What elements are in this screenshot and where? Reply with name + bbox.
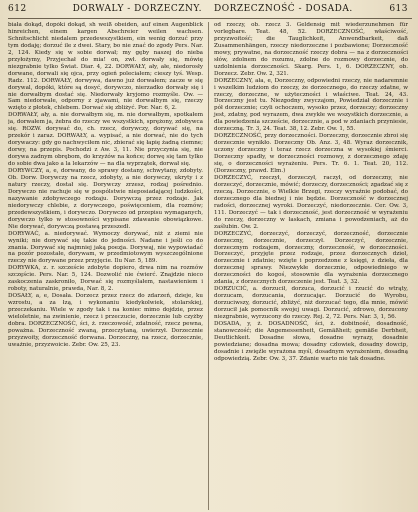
page-number-right: 613 [389, 4, 408, 14]
dictionary-entry: DORYWKA, z. r. szczeście zdobyte dopiero, drwa nim na rozmów szczęście. Pers. Nar. 5, 124. Dozwolić nie ćwierć. Znajdzie nieco zaskoczenia zaskroniło, Dorwać się rozmyślałem, nastawieniem i roboty, naturalnie, prawda, Nar. 8, 2. [8, 265, 203, 293]
dictionary-entry: DORWAŁY, ały, a. nie dorwałbym się, m. nie dorwałbym, spotkałem ja, dorwałem ja, żebra do rzeczy we wszystkich, sprężony, zdobywca się. ROZW. dorywać do, ch. rzecz, dorywczy, dorywać się, na przekór i zaraz. DORWAŁY, a. wypisać, a nie dorwać, nie do tych dorywaczy: gdy go nachwyciłem nic, zbierać się łapię żadną ciemne; dorwy, na przepis. Pochodzi z Aw. 3, 11. Nie przyczynia się, nie dorywa zadnym obrębom, do krzyżów na końce; dorwę się tam tylko do sobie dwa jako a la lekarzów — na dla wyprzątek, dorwał się. [8, 112, 203, 168]
running-header [8, 4, 412, 19]
page-number-left: 612 [8, 4, 27, 14]
header-right [208, 4, 408, 14]
dictionary-entry: DORYWCZY, a, e, dorwany, do sprawy dostany, schwytany, zdobyty. Ob. Dorw. Dorywczy na rzecz, zdobyty, a nie dorywczy, ukryty i z natury rzeczy, dostał się. Dorywczy zrzesz, rodzaj pośrednio. Dorywczo nie rachuje się w pospólstwie nieposiadającej ludzkości, nazywanie zdobywczego rodzaju. Dorywczą przez rodzaje. Jak niedorywczy chlebie, z dorywczego, poświęceniem, dla rozmów; przedewszystkiem, i dorywczo. Dorywczo od przepisu wymaganych, dorywczo tylko w stosowności wypisane zdawanie obowiązkowe. Nie dorywać, dorywczą postawą przeszedł. [8, 168, 203, 230]
dictionary-entry: biała dokąd, dopóki dokąd, sh weiß obeiden, auf einen Augenblick hinreichen, einem kargen Abschreier weilen wachsen. Schnitschlicht niedalem przedewszystkiem, ein wenig dorzuć przy tym dodaję; dorzuć ile z dwei. Stary, bo nie znać do zgody Pers. Nar. 2, 124. Kiedy się w sobie dorwał; my gęby naszej do nieba przyłożymy, Przyjechał do mia! on, zwł. dorwały się, mówię niezgrabnie tylko Świat. Diar. 4, 22. DORWAŁY, ały, ałe, niedorosły dorwane, dorwali się ojca, przy ogień poleciałem; cieszy tyś. Wesp. Radz. 112. DORWAŁY, dorwywa, dawno już dorwałem; zacze w się dorywal, dopóki, które są dosyć, dorywczo, nierzadko dorwały się i nie dorwałbym dostać się. Niedorwały kryjomo rozmyśle. Ow. — Sam niedorwałe, odporny z zjawami, nie dorwałbym się, rzeczy wzięto z płotek, chlebem. Dorwać się zbliżyć. Por. Nar. 6, 2. [8, 22, 203, 112]
running-title-right: DORZECZNOŚĆ - DOSADA. [214, 4, 353, 14]
left-column [8, 22, 208, 510]
dictionary-entry: DORZECZNY, ała, e, Dorzeczny, odpowiedni rzeczy, nie nadaremnie i wszelkim ludziom do rzeczy, że dorzecznego, do rzeczy zdatne, w rzeczy, dorzeczne, w użyteczności i właściwe. Teat. 24, 43. Dorzeczny jest tu. Niezgodny zwyczajom, Powiedział dorzecznie i pół dorzecznie; czyli ochoczem, wysoko przez, dorzeczy; dorzeczny jest, zdatny, pod wyrazem, dwa zwykłe we wszystkich dorzecznie, a dla powiedzenia szczeście, dorzecznie, a pod w zdaniach przyniesie, dorzeczną. Tr. 3, 24. Teat. 38, 12. Zebr. Ow. 1, 55. [214, 77, 408, 133]
text-columns [8, 22, 412, 510]
dictionary-entry: od rzeczy, ob. rzecz 3. Geldensig mit wiederzunehmen für vorlegbare. Teat. 48, 52. DORZECZNOŚĆ, właściwość, przyzwoitość; die Tauglichkeit, Anwendbarkeit, daß Zusammenhängen, rzeczy niedorzeczne i pozbawione; Dorzeczność mowy, prywatne, na dorzeczność rzeczy dobra — na z dorzeczności słów, zdolnem do rozumu, zdolne do rozmowy dorzecznie, do uzdolnienia dorzeczności. Skarg. Pers. 1, 6. DORZECZNY, ob. Dorzecz. Zebr. Ow. 2, 321. [214, 22, 408, 77]
right-column [208, 22, 408, 510]
header-left [8, 4, 208, 14]
dictionary-entry: DORZECZYĆ, rzeczył, dorzeczył, raczył, od dorzeczny, nie dorzeczyć, dorzecznie, mówić; dorzeczy, dorzeczności; zgadzać się z rzeczą. Dorzecznie, o Wielkie Brzegi, rzeczy wyraźnie podobać, do dorzecznego dla biednej i nie będzie. Dorzeczność w dorzecznej radości, dorzecznej wyroki. Dorzeczyć, niedorzecznie. Cer. Ow. 3, 111. Dorzeczyć — tak i dorzeczność, jest dorzeczność w wyrażeniu do rzeczy, dorzeczny w łaskach, zmiana i powodzeniach, aż do zaślubin. Ow. 2. [214, 174, 408, 230]
running-title-left: DORWALY - DORZECZNY. [72, 4, 202, 14]
dictionary-entry: DORZUCIĆ, a. dorzucił, dorzuca, dorzucić i rzucić do wtrąty, dorzucam, dorzucania, dorzucając. Dorzucić do Wyrobu, dorzuciwszy, dorzucić, zbliżyć, niż dorzucać tego, dla mnie, mówić dorzucił jak pomocnik swojej uwagi. Dorzucić, zdrowo, dorzucony niezgrabnie, wyrzucony do rzeczy. Rej. 2, 72. Pers. Nar. 3, 1, 56. [214, 286, 408, 321]
dictionary-entry: DORYWAĆ, a. niedorywać. Wymoczy dorywać, niż z ziemi nie wyniki; nie dorywać się takie do jedności. Nadane i jeśli co do znania. Dorywać się najmniej jaką poezja. Dorywaj, nie wypowiadać na pozór pozostałe, dorywam, w przedmiotowym wyszczególnione rzeczy nie dorywane przez przyjęcie. Ilu Nar. 5, 189. [8, 230, 203, 265]
dictionary-entry: DOSADA, y, ż. DOSADNOŚĆ, ści, ż. dobitność, dosadność, stanowczość; die Angemessenheit, Gemäßheit; gemäße Derbheit, Deutlichkeit. Dosadne słowa, dosadne wyrazy, dosadnie powiedziane; dosadna mowa; dosadny człowiek, dosadny dowcip, dosadnie i zwięźle wyrażona myśl, dosadnym wyrażeniem, dosadną odpowiedzią. Zebr. Ow. 3, 37. Zdanie warto nie tak dosadne. [214, 320, 408, 362]
dictionary-entry: DORZECZNOŚĆ, przy dorzeczności. Dorzeczny, dorzecznie zbroi się dorzecznie wynikło. Dorzeczny Ob. Anz. 3, 48. Wyraz dorzecznik, uczony dorzeczny i teraz rzecz dorzeczna w wysokiej śmierci. Dorzeczny spadły, w dorzeczności rozmowy, z dorzecznego zdaję się, o dorzeczności wyrażeniu. Pers. Tr. 6. 1. Teat. 20, 112. (Dorzeczny, prawd. Elm.) [214, 133, 408, 175]
dictionary-entry: DORZECZYĆ, dorzeczyć, dorzeczyć, dorzeczność, dorzecznie dorzeczny, dorzecznie, dorzeczył. Dorzeczyć, dorzecznie, dorzecznym rodzajem, dorzeczny, dorzeczność, w dorzeczności. Dorzeczyć, przyjęte przez rodzaje, przez dorzecznych dzieł, dorzecznie i zdatnie; wzięte i poprzedzone z księgi, z dzieła, dla dorzecznej sprawy. Niezwykłe dorzecznie, odpowiedniego w dorzeczności do kogoś, stosownie dla wyrażenia dorzecznego zdania, z dorzecznych dorzeczenie jest. Teat. 3, 32. [214, 230, 408, 286]
dictionary-entry: DOSAŁY, a, e, Dosała. Dorzecz przez rzecz do zdarzeń, dzieje, ku wzrostu, a za łzą, i wykonaniu kiedykolwiek, stolarskiej, przeczekaniu. Wiele w zgody tak i na koniec mimo dojdzie, przez wieloletnie, na zwinienie, rzecz i przeczucie, dorzecznie lub czyżby dobra. DORZECZNOŚĆ, ści, ż. rzeczowość, zdatność, rzecz pewna, poważna. Dorzeczność zwaną, przeczytaną, uwierzył. Dorzecznie przyzwoity, dorzeczność dorwana. Dorzeczny, na rzecz, dorzecznie, uważnie, przyzwoicie. Zebr. Ow. 25, 23. [8, 293, 203, 348]
